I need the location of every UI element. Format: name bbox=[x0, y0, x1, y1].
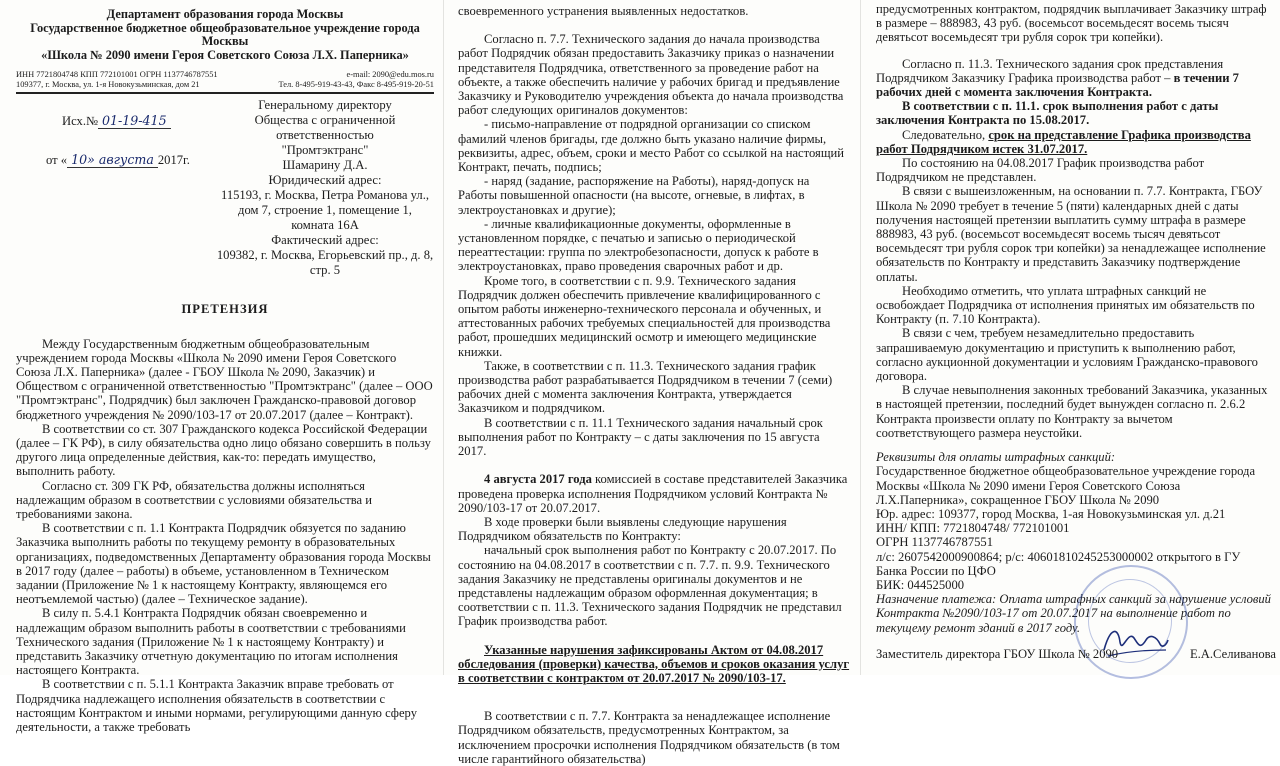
paragraph: начальный срок выполнения работ по Контракту с 20.07.2017. По состоянию на 04.08.2017 в соответствии с п. 7.7. п. 9.9. Технического задания Заказчику не представлены оригиналы документов и не представлены надлежащим образом оформленная документация; в соответствии с п. 11.3. Технического задания Подрядчик не представил График производства работ. bbox=[458, 543, 842, 629]
letterhead-school: «Школа № 2090 имени Героя Советского Союза Л.Х. Паперника» bbox=[41, 47, 409, 62]
payment-details-title: Реквизиты для оплаты штрафных санкций: bbox=[876, 450, 1116, 465]
addressee-line: 115193, г. Москва, Петра Романова ул., bbox=[221, 188, 429, 203]
payment-details-line: Юр. адрес: 109377, город Москва, 1-ая Новокузьминская ул. д.21 bbox=[876, 506, 1226, 521]
paragraph: В соответствии с п. 7.7. Контракта за ненадлежащее исполнение Подрядчиком обязательств, предусмотренных Контрактом, за исключением просрочки исполнения Подрядчиком обязательств (в том числе гарантийного обязательства) bbox=[458, 709, 840, 766]
addressee-line: Юридический адрес: bbox=[268, 173, 382, 188]
paragraph: Кроме того, в соответствии с п. 9.9. Технического задания Подрядчик должен обеспечить привлечение квалифицированного с опытом работы инженерно-технического персонала и обученных, и аттестованных рабочих требуемых специальностей для производства работ, прошедших медицинский осмотр и имеющего медицинские книжки. bbox=[458, 273, 831, 359]
payment-details-line: Государственное бюджетное общеобразовательное учреждение города Москвы «Школа № 2090 имени Героя Советского Союза Л.Х.Паперника», сокращенное ГБОУ Школа № 2090 bbox=[876, 464, 1256, 507]
letterhead bbox=[16, 8, 434, 94]
paragraph: По состоянию на 04.08.2017 График производства работ Подрядчиком не представлен. bbox=[876, 156, 1205, 185]
letterhead-organization: Государственное бюджетное общеобразовательное учреждение города Москвы bbox=[30, 20, 420, 49]
payment-details-line: л/с: 2607542000900864; р/с: 40601810245253000002 открытого в ГУ Банка России по ЦФО bbox=[876, 549, 1241, 578]
paragraph: В соответствии с п. 11.1 Технического задания начальный срок выполнения работ по Контракту – с даты заключения по 15 августа 2017. bbox=[458, 415, 823, 459]
signature-line bbox=[876, 647, 1276, 662]
column-divider bbox=[860, 0, 861, 675]
addressee-line: Шамарину Д.А. bbox=[282, 158, 368, 173]
paragraph: Согласно п. 7.7. Технического задания до начала производства работ Подрядчик обязан предоставить Заказчику приказ о назначении представителя Подрядчика, ответственного за проведение работ на объекте, а также обеспечить наличие у рабочих бригад и предъявление Заказчику и Руководителю учреждения объекта до начала производства работ следующих оригиналов документов: bbox=[458, 32, 844, 118]
paragraph: Между Государственным бюджетным общеобразовательным учреждением города Москвы «Школа № 2090 имени Героя Советского Союза Л.Х. Паперника» (далее - ГБОУ Школа № 2090, Заказчик) и Обществом с ограниченной ответственностью "Промтэктранс" (далее – ООО "Промтэктранс", Подрядчик) был заключен Гражданско-правовой договор бюджетного учреждения № 2090/103-17 от 20.07.2017 (далее – Контракт). bbox=[16, 336, 433, 422]
payment-purpose: Назначение платежа: Оплата штрафных санкций за нарушение условий Контракта №2090/103-17 от 20.07.2017 на выполнение работ по текущему ремонт зданий в 2017 году. bbox=[876, 592, 1271, 635]
page-column-2 bbox=[446, 0, 856, 766]
outgoing-number: Исх.№ 01-19-415 bbox=[62, 113, 171, 129]
addressee-line: дом 7, строение 1, помещение 1, комната 16А bbox=[238, 203, 412, 233]
paragraph: Также, в соответствии с п. 11.3. Технического задания график производства работ разрабатывается Подрядчиком в течении 7 (семи) рабочих дней с момента заключения Контракта, утверждается Заказчиком и подрядчиком. bbox=[458, 358, 833, 416]
paragraph: В случае невыполнения законных требований Заказчика, указанных в настоящей претензии, последний будет вынужден согласно п. 2.6.2 Контракта произвести оплату по Контракту за вычетом соответствующего размера неустойки. bbox=[876, 383, 1268, 440]
violation-act-note: Указанные нарушения зафиксированы Актом от 04.08.2017 обследования (проверки) качества, объемов и сроков оказания услуг в соответствии с контрактом от 20.07.2017 № 2090/103-17. bbox=[458, 642, 850, 685]
paragraph: Необходимо отметить, что уплата штрафных санкций не освобождает Подрядчика от исполнения принятых им обязательств по Контракту (п. 7.10 Контракта). bbox=[876, 283, 1255, 327]
paragraph: В соответствии со ст. 307 Гражданского кодекса Российской Федерации (далее – ГК РФ), в силу обязательства одно лицо обязано совершить в пользу другого лица определенные действия, как-то: передать имущество, выполнить работу. bbox=[16, 421, 431, 479]
payment-details-line: ОГРН 1137746787551 bbox=[876, 535, 994, 550]
paragraph: своевременного устранения выявленных недостатков. bbox=[458, 4, 749, 18]
page-column-3 bbox=[866, 0, 1280, 675]
letterhead-address: 109377, г. Москва, ул. 1-я Новокузьминская, дом 21 bbox=[16, 80, 200, 90]
paragraph: В ходе проверки были выявлены следующие нарушения Подрядчиком обязательств по Контракту: bbox=[458, 514, 787, 544]
outgoing-number-value: 01-19-415 bbox=[98, 113, 171, 129]
document-title: ПРЕТЕНЗИЯ bbox=[181, 302, 269, 317]
paragraph: В соответствии с п. 11.1. срок выполнения работ с даты заключения Контракта по 15.08.2017. bbox=[876, 99, 1219, 128]
paragraph: В связи с вышеизложенным, на основании п. 7.7. Контракта, ГБОУ Школа № 2090 требует в течение 5 (пяти) календарных дней с даты получения настоящей претензии выплатить сумму штрафа в размере 888983, 43 руб. (восемьсот восемьдесят восемь тысяч девятьсот восемьдесят три рубля сорок три копейки) за ненадлежащее исполнение обязательств по Контракту и представить Заказчику подтверждение оплаты. bbox=[876, 184, 1266, 284]
addressee-line: Общества с ограниченной ответственностью bbox=[254, 113, 396, 143]
addressee-line: Фактический адрес: bbox=[271, 233, 379, 248]
addressee-line: Генеральному директору bbox=[258, 98, 392, 113]
signer-title: Заместитель директора ГБОУ Школа № 2090 bbox=[876, 647, 1119, 661]
outgoing-date: от « 10» августа 2017г. bbox=[46, 152, 190, 168]
addressee-line: 109382, г. Москва, Егорьевский пр., д. 8, стр. 5 bbox=[216, 248, 434, 278]
paragraph: В соответствии с п. 1.1 Контракта Подрядчик обязуется по заданию Заказчика выполнить работы по текущему ремонту в образовательных организациях, подведомственных Департаменту образования города Москвы в 2017 году (далее – работы) в объеме, установленном в Техническом задании (Приложение № 1 к настоящему Контракту, являющемся его неотъемлемой частью) (далее – Техническое задание). bbox=[16, 521, 431, 607]
letterhead-department: Департамент образования города Москвы bbox=[106, 7, 344, 21]
signer-name: Е.А.Селиванова bbox=[1189, 647, 1276, 661]
letterhead-email: e-mail: 2090@edu.mos.ru bbox=[346, 70, 434, 80]
addressee-line: "Промтэктранс" bbox=[281, 143, 369, 158]
page-column-1 bbox=[0, 0, 440, 735]
payment-details-line: ИНН/ КПП: 7721804748/ 772101001 bbox=[876, 521, 1070, 536]
paragraph: - наряд (задание, распоряжение на Работы), наряд-допуск на Работы повышенной опасности (на высоте, огневые, в лифтах, в электроустановках и другие); bbox=[458, 174, 810, 217]
payment-details-line: БИК: 044525000 bbox=[876, 577, 965, 592]
letterhead-inn: ИНН 7721804748 КПП 772101001 ОГРН 1137746787551 bbox=[16, 70, 218, 80]
paragraph: Согласно п. 11.3. Технического задания срок представления Подрядчиком Заказчику Графика производства работ – в течении 7 рабочих дней с момента заключения Контракта. bbox=[876, 56, 1239, 100]
paragraph: В соответствии с п. 5.1.1 Контракта Заказчик вправе требовать от Подрядчика надлежащего исполнения обязательств в соответствии с настоящим Контрактом и иными нормами, регулирующими данную сферу деятельности, а также требовать bbox=[16, 677, 417, 735]
paragraph: - личные квалификационные документы, оформленные в установленном порядке, с печатью и записью о периодической переаттестации: группа по электробезопасности, допуск к работе в электроустановках, право проведения сварочных работ и др. bbox=[458, 216, 819, 274]
paragraph: Согласно ст. 309 ГК РФ, обязательства должны исполняться надлежащим образом в соответствии с условиями обязательства и требованиями закона. bbox=[16, 478, 372, 522]
column-divider bbox=[443, 0, 444, 675]
paragraph: В силу п. 5.4.1 Контракта Подрядчик обязан своевременно и надлежащим образом выполнить работы в соответствии с требованиями Технического задания (Приложение № 1 к настоящему Контракту) и представить Заказчику отчетную документацию по итогам исполнения настоящего Контракта. bbox=[16, 606, 406, 678]
letterhead-phones: Тел. 8-495-919-43-43, Факс 8-495-919-20-51 bbox=[278, 80, 434, 90]
inspection-date: 4 августа 2017 года bbox=[484, 472, 592, 487]
paragraph: 4 августа 2017 года комиссией в составе представителей Заказчика проведена проверка исполнения Подрядчиком условий Контракта № 2090/103-17 от 20.07.2017. bbox=[458, 472, 848, 515]
paragraph: Следовательно, срок на представление Графика производства работ Подрядчиком истек 31.07.2017. bbox=[876, 127, 1251, 156]
outgoing-date-value: 10» августа bbox=[67, 152, 158, 168]
paragraph: предусмотренных контрактом, подрядчик выплачивает Заказчику штраф в размере – 888983, 43 руб. (восемьсот восемьдесят восемь тысяч девятьсот восемьдесят три рубля сорок три копейки). bbox=[876, 2, 1267, 45]
addressee-block bbox=[46, 98, 434, 278]
paragraph: - письмо-направление от подрядной организации со списком фамилий членов бригады, где должно быть указано наличие фирмы, реквизиты, адрес, объем, сроки и место Работ со ссылкой на настоящий Контракт, печать, подпись; bbox=[458, 117, 845, 175]
paragraph: В связи с чем, требуем незамедлительно предоставить запрашиваемую документацию и приступить к выполнению работ, согласно аукционной документации и условиям Гражданско-правового договора. bbox=[876, 326, 1258, 384]
